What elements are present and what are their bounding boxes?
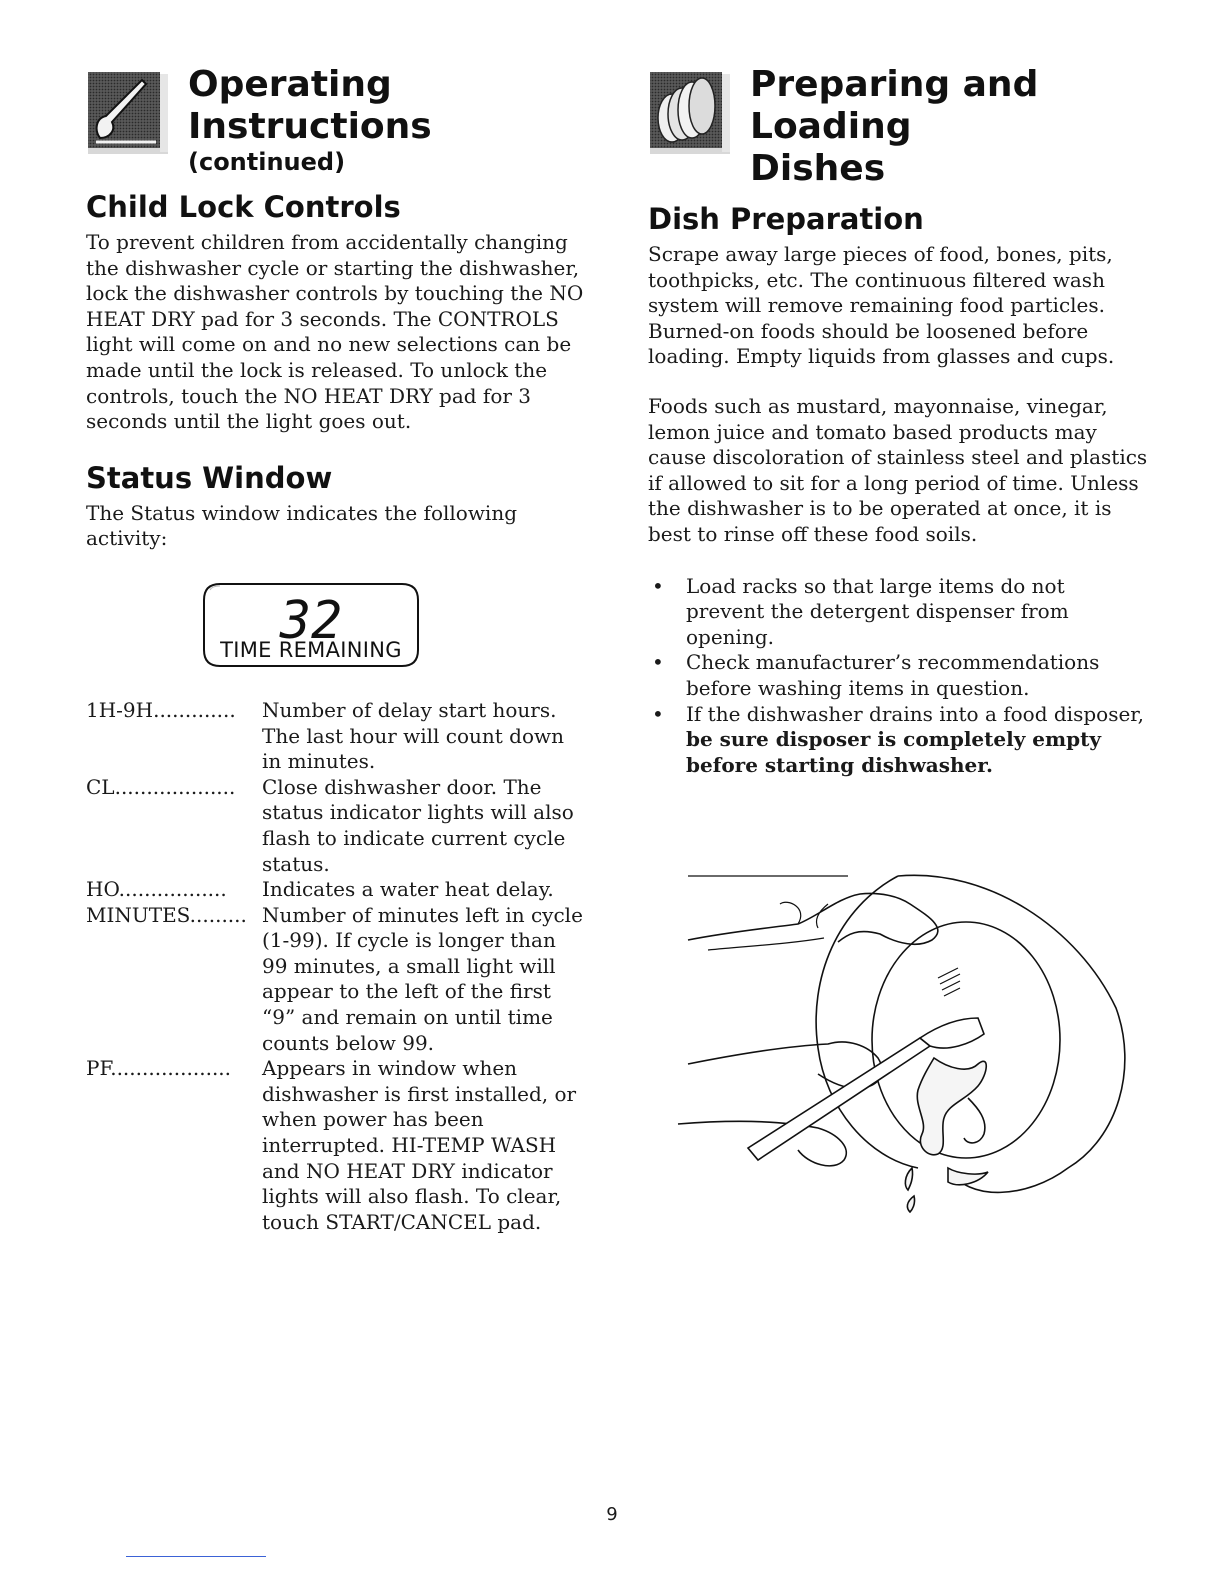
footer-rule <box>126 1556 266 1557</box>
bullet-item <box>648 702 1148 779</box>
status-code-key: PF................... <box>86 1056 232 1081</box>
bullet-item <box>648 574 1148 651</box>
bullet-item <box>648 650 1148 701</box>
right-column <box>648 64 1148 778</box>
display-label: TIME REMAINING <box>220 637 402 662</box>
preparing-loading-header <box>648 64 1148 190</box>
dish-prep-bullet-list <box>648 574 1148 779</box>
status-code-key: 1H-9H............. <box>86 697 236 722</box>
status-window-display <box>200 580 422 670</box>
page-number: 9 <box>606 1504 618 1525</box>
stacked-dishes-icon <box>648 70 736 158</box>
dish-prep-paragraph-1: Scrape away large pieces of food, bones, pits, toothpicks, etc. The continuous filtered wash system will remove remaining food particles. Burned-on foods should be loosened before loading. Empty liquids from glasses and cups. <box>648 242 1115 369</box>
bullet-text-warning: be sure disposer is completely empty before starting dishwasher. <box>686 727 1102 777</box>
status-code-key: CL................... <box>86 774 236 799</box>
status-code-description: Appears in window when dishwasher is first installed, or when power has been interrupted. HI-TEMP WASH and NO HEAT DRY indicator lights will also flash. To clear, touch START/CANCEL pad. <box>262 1056 577 1234</box>
status-code-row <box>86 1056 584 1235</box>
bullet-glyph: • <box>652 650 664 675</box>
page-section-subtitle: (continued) <box>188 148 346 176</box>
scraping-plate-illustration <box>648 868 1148 1218</box>
page-section-title-line2: Dishes <box>750 148 886 189</box>
status-code-description: Indicates a water heat delay. <box>262 877 554 902</box>
child-lock-heading: Child Lock Controls <box>86 190 401 224</box>
bullet-glyph: • <box>652 701 664 726</box>
bullet-glyph: • <box>652 573 664 598</box>
status-code-row <box>86 698 584 775</box>
status-code-row <box>86 903 584 1057</box>
operating-instructions-icon <box>86 70 174 158</box>
bullet-text-prefix: If the dishwasher drains into a food disposer, <box>686 701 1145 726</box>
dish-prep-paragraph-2: Foods such as mustard, mayonnaise, vinegar, lemon juice and tomato based products may cause discoloration of stainless steel and plastics if allowed to sit for a long period of time. Unless the dishwasher is to be operated at once, it is best to rinse off these food soils. <box>648 393 1148 546</box>
status-code-key: MINUTES......... <box>86 902 247 927</box>
status-window-intro: The Status window indicates the following activity: <box>86 500 518 551</box>
dish-preparation-heading: Dish Preparation <box>648 202 924 236</box>
operating-instructions-header <box>86 64 584 176</box>
child-lock-body: To prevent children from accidentally changing the dishwasher cycle or starting the dishwasher, lock the dishwasher controls by touching the NO HEAT DRY pad for 3 seconds. The CONTROLS light will come on and no new selections can be made until the lock is released. To unlock the controls, touch the NO HEAT DRY pad for 3 seconds until the light goes out. <box>86 230 584 434</box>
display-digits: 32 <box>279 590 343 651</box>
status-code-list <box>86 698 584 1235</box>
status-code-row <box>86 775 584 877</box>
page-section-title: Preparing and Loading <box>750 64 1039 147</box>
page-section-title: Operating Instructions <box>188 64 432 147</box>
status-window-heading: Status Window <box>86 460 333 495</box>
status-code-description: Number of minutes left in cycle (1-99). If cycle is longer than 99 minutes, a small light will appear to the left of the first “9” and remain on until time counts below 99. <box>262 902 583 1055</box>
left-column <box>86 64 584 1235</box>
status-code-row <box>86 877 584 903</box>
status-code-description: Number of delay start hours. The last hour will count down in minutes. <box>262 697 565 774</box>
bullet-text: Load racks so that large items do not prevent the detergent dispenser from opening. <box>686 573 1069 649</box>
status-code-key: HO................. <box>86 877 227 902</box>
bullet-text: Check manufacturer’s recommendations before washing items in question. <box>686 650 1100 700</box>
status-code-description: Close dishwasher door. The status indicator lights will also flash to indicate current cycle status. <box>262 774 574 876</box>
